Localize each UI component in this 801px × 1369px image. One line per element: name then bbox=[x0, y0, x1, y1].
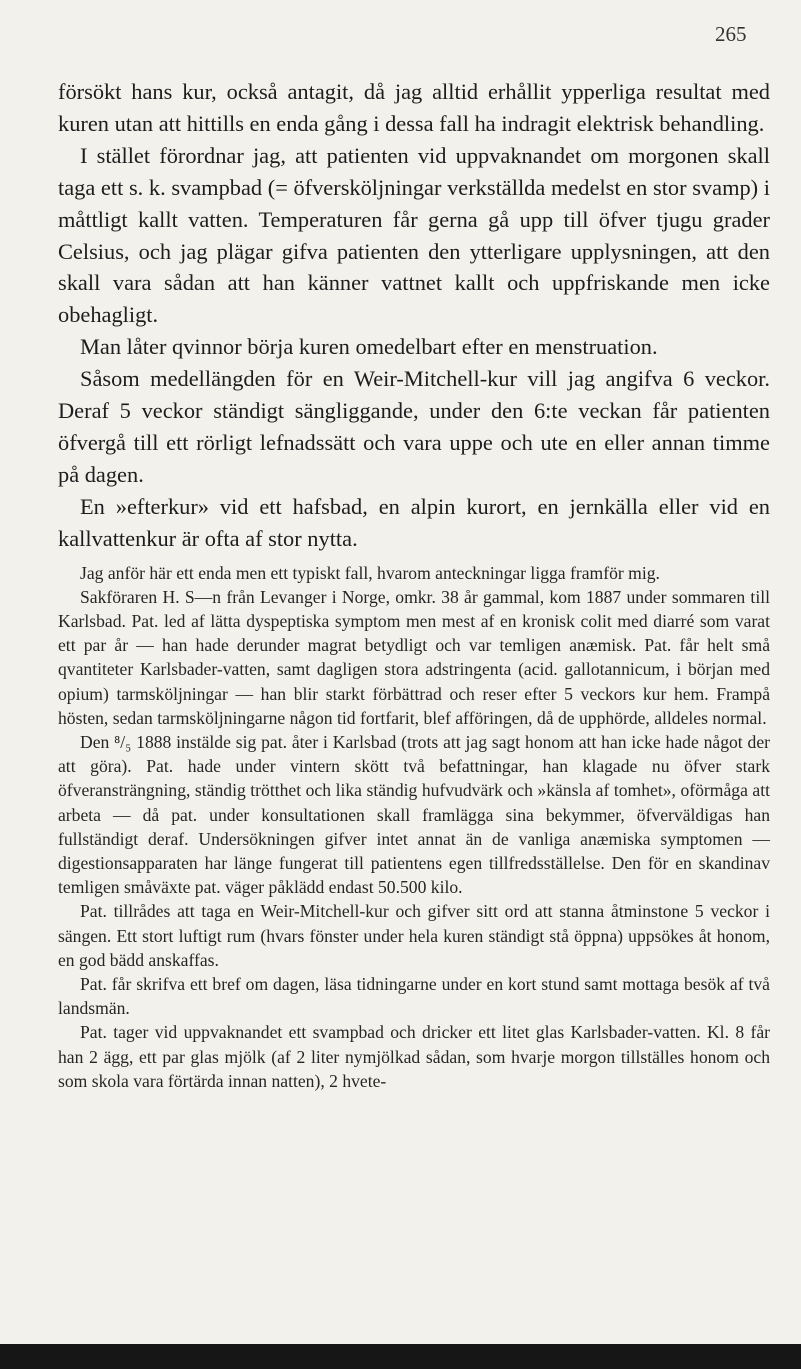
case-report bbox=[58, 561, 770, 1093]
paragraph: Man låter qvinnor börja kuren omedelbart efter en menstruation. bbox=[80, 334, 658, 360]
case-paragraph: Jag anför här ett enda men ett typiskt fall, hvarom anteckningar ligga framför mig. bbox=[80, 562, 660, 583]
paragraph: En »efterkur» vid ett hafsbad, en alpin kurort, en jernkälla eller vid en kallvattenkur är ofta af stor nytta. bbox=[58, 493, 770, 551]
case-paragraph: Pat. tager vid uppvaknandet ett svampbad och dricker ett litet glas Karlsbader-vatten. Kl. 8 får han 2 ägg, ett par glas mjölk (af 2 liter nymjölkad sådan, som hvarje morgon tillställes honom och som skola vara förtärda innan natten), 2 hvete- bbox=[58, 1022, 770, 1091]
page-body bbox=[58, 76, 770, 1093]
page-number: 265 bbox=[715, 22, 747, 46]
paragraph: Såsom medellängden för en Weir-Mitchell-kur vill jag angifva 6 veckor. Deraf 5 veckor ständigt sängliggande, under den 6:te veckan får patienten öfvergå till ett rörligt lefnadssätt och vara uppe och ute en eller annan timme på dagen. bbox=[58, 366, 770, 487]
paragraph: försökt hans kur, också antagit, då jag alltid erhållit ypperliga resultat med kuren utan att hittills en enda gång i dessa fall ha indragit elektrisk behandling. bbox=[58, 79, 770, 136]
case-paragraph: Den ⁸/₅ 1888 instälde sig pat. åter i Karlsbad (trots att jag sagt honom att han icke hade något der att göra). Pat. hade under vintern skött två befattningar, han klagade nu öfver stark öfveransträngning, ständig trötthet och lika ständig hufvudvärk och »känsla af tomhet», oförmåga att arbeta — då pat. under konsultationen skall framlägga sina bekymmer, öfverväldigas han fullständigt deraf. Undersökningen gifver intet annat än de vanliga anæmiska symptomen — digestionsapparaten har länge fungerat till patientens egen tillfredsställelse. Den för en skandinav temligen småväxte pat. väger påklädd endast 50.500 kilo. bbox=[58, 732, 770, 898]
case-paragraph: Sakföraren H. S—n från Levanger i Norge, omkr. 38 år gammal, kom 1887 under sommaren till Karlsbad. Pat. led af lätta dyspeptiska symptom men mest af en kronisk colit med diarré som varat ett par år — han hade derunder magrat betydligt och var temligen anæmisk. Pat. får helt små qvantiteter Karlsbader-vatten, samt dagligen stora adstringenta (acid. gallotannicum, i början med opium) tarmsköljningar — han blir starkt förbättrad och reser efter 5 veckors kur hem. Frampå hösten, sedan tarmsköljningarne någon tid fortfarit, blef afföringen, då de upphörde, alldeles normal. bbox=[58, 586, 770, 728]
paragraph: I stället förordnar jag, att patienten vid uppvaknandet om morgonen skall taga ett s. k. svampbad (= öfversköljningar verkställda medelst en stor svamp) i måttligt kallt vatten. Temperaturen får gerna gå upp till öfver tjugu grader Celsius, och jag plägar gifva patienten den ytterligare upplysningen, att den skall vara sådan att han känner vattnet kallt och uppfriskande men icke obehagligt. bbox=[58, 142, 770, 328]
case-paragraph: Pat. får skrifva ett bref om dagen, läsa tidningarne under en kort stund samt mottaga besök af två landsmän. bbox=[58, 974, 770, 1019]
case-paragraph: Pat. tillrådes att taga en Weir-Mitchell-kur och gifver sitt ord att stanna åtminstone 5 veckor i sängen. Ett stort luftigt rum (hvars fönster under hela kuren ständigt stå öppna) uppsökes åt honom, en god bädd anskaffas. bbox=[58, 901, 770, 970]
scan-edge-bar bbox=[0, 1344, 801, 1369]
main-text bbox=[58, 76, 770, 555]
